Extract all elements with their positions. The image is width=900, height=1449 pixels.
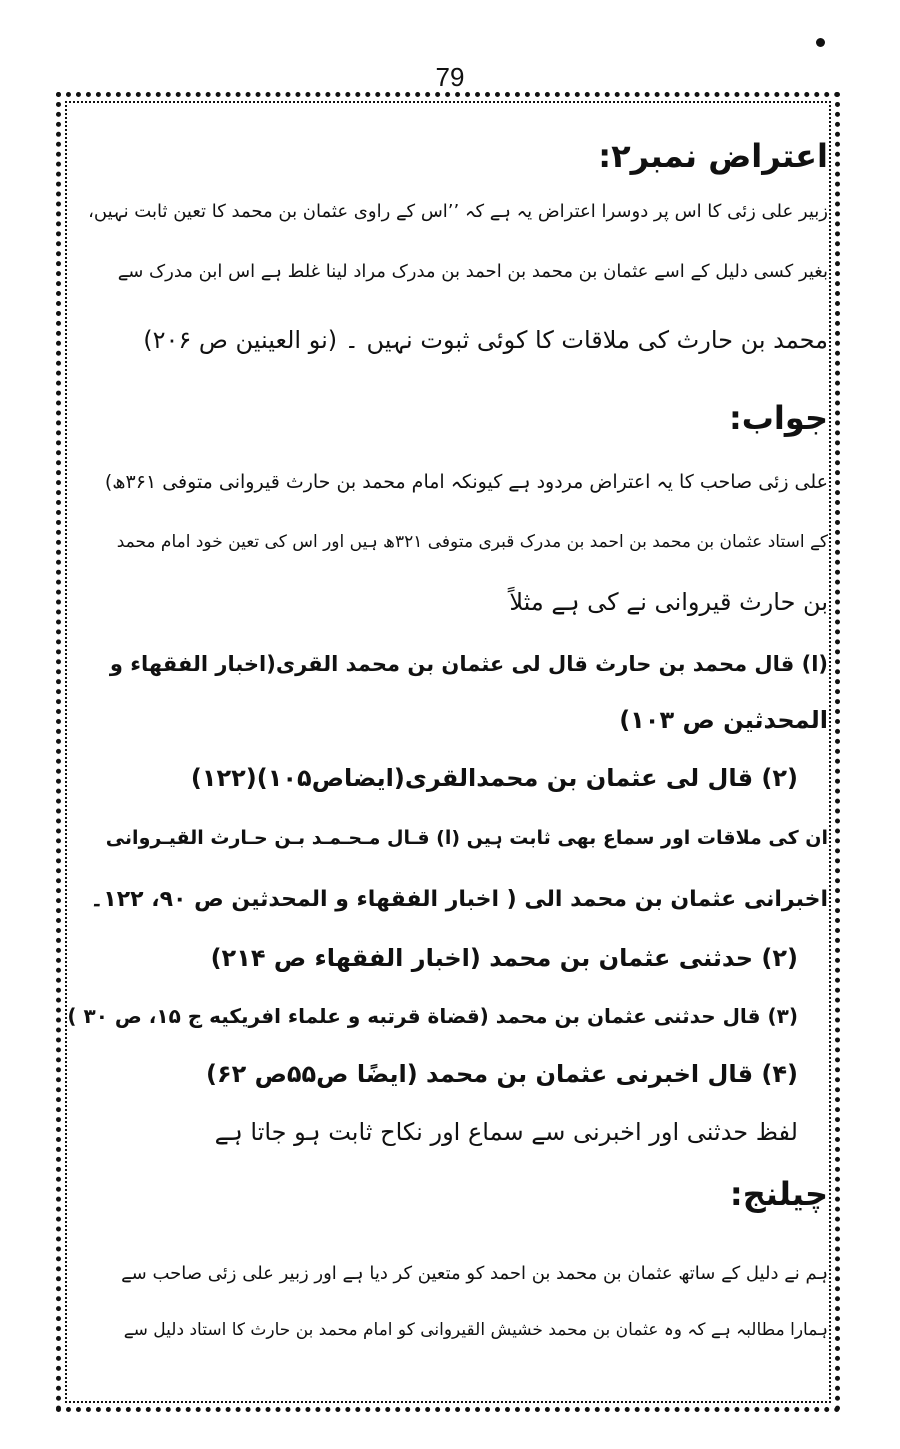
answer-line: اخبرانی عثمان بن محمد الی ( اخبار الفقهاء و المحدثین ص ۹۰، ۱۲۲۔: [90, 887, 828, 912]
corner-dot-mark: [816, 38, 825, 47]
challenge-line: ہم نے دلیل کے ساتھ عثمان بن محمد بن احمد کو متعین کر دیا ہے اور زبیر علی زئی صاحب سے: [121, 1263, 828, 1284]
answer-line: (ا) قال محمد بن حارث قال لی عثمان بن محمد القری(اخبار الفقهاء و: [109, 652, 828, 676]
answer-line: (۲) قال لی عثمان بن محمدالقری(ایضاص۱۰۵)(۱۲۲): [190, 764, 798, 792]
answer-line: بن حارث قیروانی نے کی ہے مثلاً: [509, 588, 828, 616]
answer-line: لفظ حدثنی اور اخبرنی سے سماع اور نکاح ثابت ہو جاتا ہے: [214, 1118, 798, 1146]
answer-line: ان کی ملاقات اور سماع بھی ثابت ہیں (ا) قـال مـحـمـد بـن حـارث القیـروانی: [105, 827, 828, 849]
objection-line: زبیر علی زئی کا اس پر دوسرا اعتراض یہ ہے کہ ’’اس کے راوی عثمان بن محمد کا تعین ثابت نہیں،: [88, 201, 828, 222]
answer-line: المحدثین ص ۱۰۳): [619, 706, 828, 734]
challenge-line: ہمارا مطالبہ ہے کہ وہ عثمان بن محمد خشیش القیروانی کو امام محمد بن حارث کا استاد دلیل سے: [123, 1320, 828, 1340]
answer-line: (۳) قال حدثنی عثمان بن محمد (قضاة قرتبه و علماء افریکیه ج ۱۵، ص ۳۰ ): [67, 1004, 798, 1028]
answer-line: (۴) قال اخبرنی عثمان بن محمد (ایضًا ص۵۵ص ۶۲): [205, 1060, 798, 1088]
objection-line: محمد بن حارث کی ملاقات کا کوئی ثبوت نہیں ۔ (نو العینین ص ۲۰۶): [143, 326, 828, 354]
page-number: 79: [435, 62, 465, 92]
answer-line: (۲) حدثنی عثمان بن محمد (اخبار الفقهاء ص ۲۱۴): [210, 944, 798, 972]
answer-heading: جواب:: [728, 399, 828, 437]
page-body: [67, 130, 828, 1400]
answer-line: علی زئی صاحب کا یہ اعتراض مردود ہے کیونکہ امام محمد بن حارث قیروانی متوفی ۳۶۱ھ): [104, 471, 828, 493]
answer-line: کے استاد عثمان بن محمد بن احمد بن مدرک قبری متوفی ۳۲۱ھ ہیں اور اس کی تعین خود امام محمد: [116, 532, 828, 552]
objection-line: بغیر کسی دلیل کے اسے عثمان بن محمد بن احمد بن مدرک مراد لینا غلط ہے اس ابن مدرک سے: [117, 261, 828, 282]
objection-heading: اعتراض نمبر۲:: [598, 137, 828, 175]
challenge-heading: چیلنج:: [729, 1175, 828, 1213]
